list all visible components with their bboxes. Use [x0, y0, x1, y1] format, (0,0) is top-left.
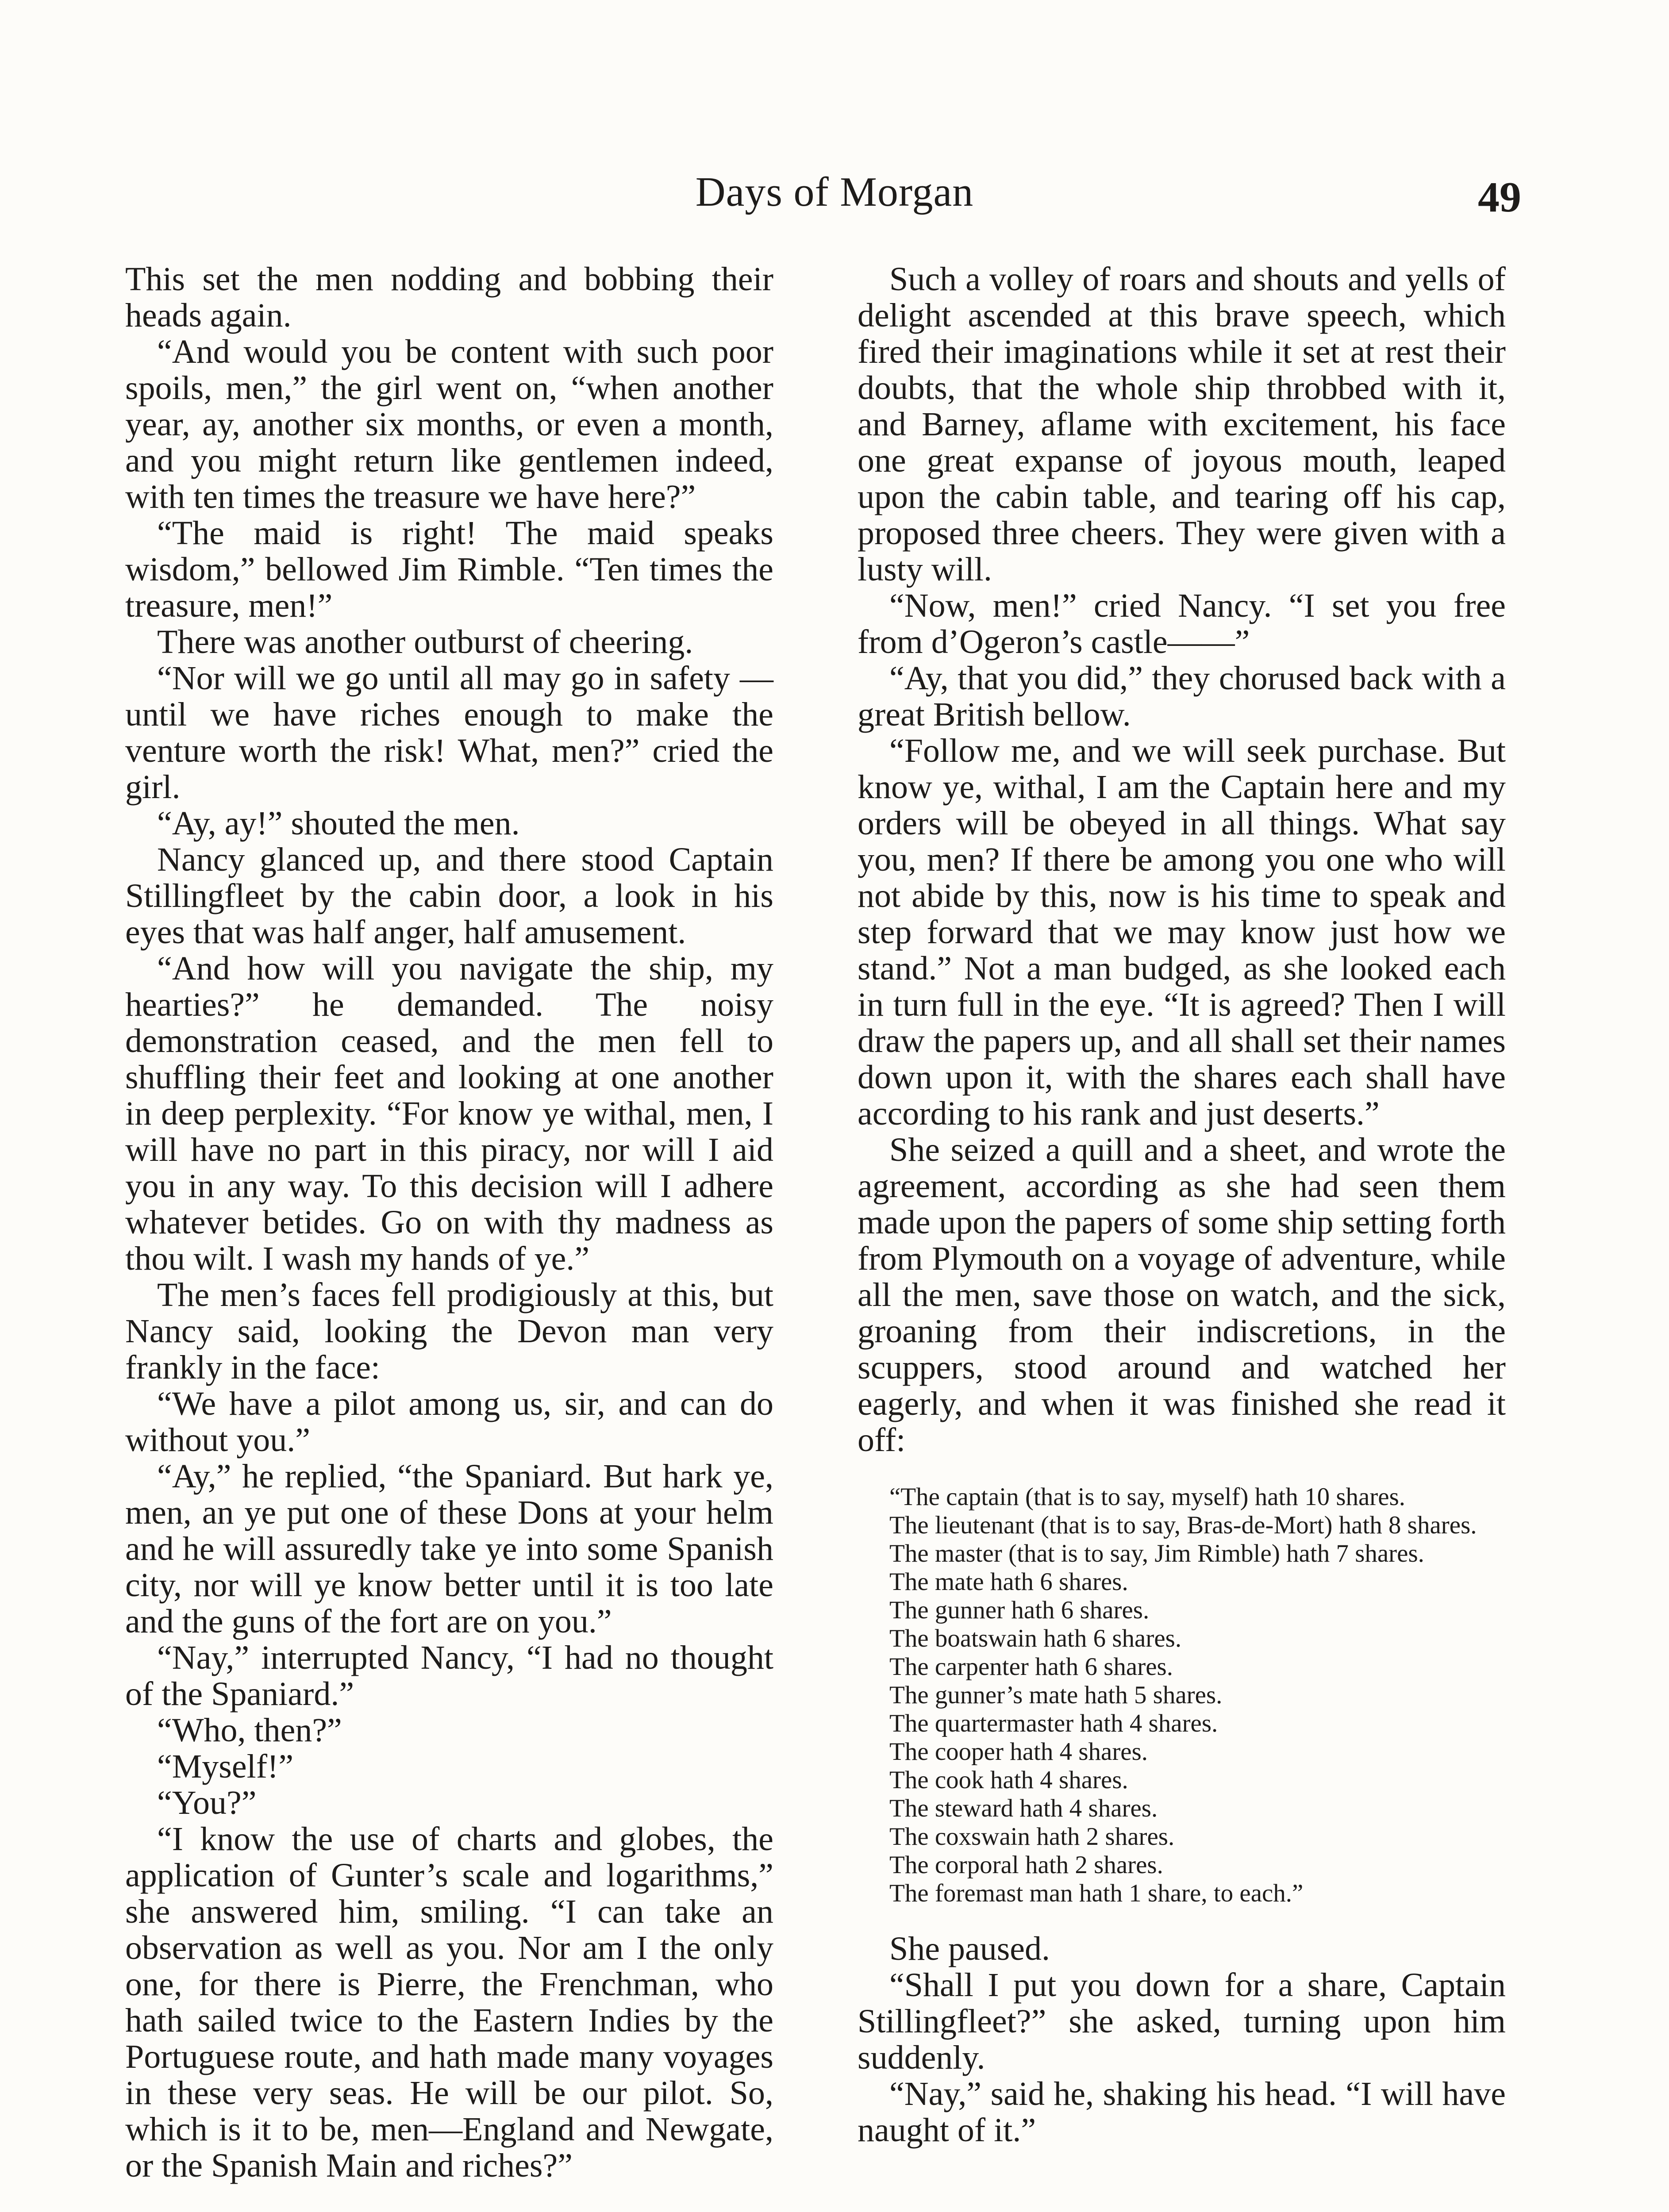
- paragraph: “You?”: [157, 1784, 257, 1821]
- agreement-line: “The captain (that is to say, myself) hath 10 shares.: [889, 1483, 1406, 1511]
- paragraph: “Ay, ay!” shouted the men.: [157, 805, 520, 842]
- agreement-line: The lieutenant (that is to say, Bras-de-Mort) hath 8 shares.: [889, 1511, 1477, 1539]
- paragraph: Such a volley of roars and shouts and yells of delight ascended at this brave speech, which fired their imaginations while it set at rest their doubts, that the whole ship throbbed with it, and Barney, aflame with excitement, his face one great expanse of joyous mouth, leaped upon the cabin table, and tearing off his cap, proposed three cheers. They were given with a lusty will.: [858, 261, 1506, 588]
- paragraph: There was another outburst of cheering.: [157, 623, 693, 661]
- agreement-line: The carpenter hath 6 shares.: [889, 1653, 1173, 1681]
- paragraph: “The maid is right! The maid speaks wisdom,” bellowed Jim Rimble. “Ten times the treasure, men!”: [125, 515, 773, 624]
- page-number: 49: [1478, 173, 1521, 221]
- agreement-line: The boatswain hath 6 shares.: [889, 1624, 1182, 1652]
- agreement-line: The corporal hath 2 shares.: [889, 1851, 1163, 1879]
- paragraph: Nancy glanced up, and there stood Captain Stillingfleet by the cabin door, a look in his eyes that was half anger, half amusement.: [125, 841, 773, 951]
- paragraph: “Follow me, and we will seek purchase. But know ye, withal, I am the Captain here and my orders will be obeyed in all things. What say you, men? If there be among you one who will not abide by this, now is his time to speak and step forward that we may know just how we stand.” Not a man budged, as she looked each in turn full in the eye. “It is agreed? Then I will draw the papers up, and all shall set their names down upon it, with the shares each shall have according to his rank and just deserts.”: [858, 732, 1506, 1132]
- paragraph: “Nay,” interrupted Nancy, “I had no thought of the Spaniard.”: [125, 1639, 773, 1713]
- agreement-line: The steward hath 4 shares.: [889, 1794, 1158, 1822]
- paragraph: “Ay,” he replied, “the Spaniard. But hark ye, men, an ye put one of these Dons at your helm and he will assuredly take ye into some Spanish city, nor will ye know better until it is too late and the guns of the fort are on you.”: [125, 1458, 773, 1640]
- paragraph: “Who, then?”: [157, 1712, 342, 1749]
- paragraph: “And how will you navigate the ship, my hearties?” he demanded. The noisy demonstration ceased, and the men fell to shuffling their feet and looking at one another in deep perplexity. “For know ye withal, men, I will have no part in this piracy, nor will I aid you in any way. To this decision will I adhere whatever betides. Go on with thy madness as thou wilt. I wash my hands of ye.”: [125, 950, 773, 1277]
- agreement-line: The quartermaster hath 4 shares.: [889, 1709, 1218, 1737]
- running-head: [0, 168, 1669, 221]
- running-title: Days of Morgan: [695, 169, 974, 215]
- agreement-line: The mate hath 6 shares.: [889, 1568, 1128, 1596]
- paragraph: “Myself!”: [157, 1748, 294, 1785]
- paragraph: “Nay,” said he, shaking his head. “I will have naught of it.”: [858, 2075, 1506, 2149]
- paragraph: “Now, men!” cried Nancy. “I set you free from d’Ogeron’s castle——”: [858, 587, 1506, 661]
- paragraph: This set the men nodding and bobbing their heads again.: [125, 261, 773, 334]
- paragraph: “Shall I put you down for a share, Captain Stillingfleet?” she asked, turning upon him suddenly.: [858, 1966, 1506, 2076]
- paragraph: “Nor will we go until all may go in safety —until we have riches enough to make the venture worth the risk! What, men?” cried the girl.: [125, 660, 773, 806]
- paragraph: She paused.: [889, 1930, 1050, 1967]
- agreement-line: The cook hath 4 shares.: [889, 1766, 1128, 1794]
- paragraph: “We have a pilot among us, sir, and can do without you.”: [125, 1385, 773, 1459]
- agreement-line: The foremast man hath 1 share, to each.”: [889, 1879, 1304, 1907]
- paragraph: The men’s faces fell prodigiously at this, but Nancy said, looking the Devon man very frankly in the face:: [125, 1276, 773, 1386]
- paragraph: She seized a quill and a sheet, and wrote the agreement, according as she had seen them made upon the papers of some ship setting forth from Plymouth on a voyage of adventure, while all the men, save those on watch, and the sick, groaning from their indiscretions, in the scuppers, stood around and watched her eagerly, and when it was finished she read it off:: [858, 1131, 1506, 1459]
- agreement-line: The coxswain hath 2 shares.: [889, 1823, 1175, 1851]
- paragraph: “Ay, that you did,” they chorused back with a great British bellow.: [858, 660, 1506, 733]
- agreement-line: The cooper hath 4 shares.: [889, 1738, 1148, 1766]
- paragraph: “I know the use of charts and globes, the application of Gunter’s scale and logarithms,” she answered him, smiling. “I can take an observation as well as you. Nor am I the only one, for there is Pierre, the Frenchman, who hath sailed twice to the Eastern Indies by the Portuguese route, and hath made many voyages in these very seas. He will be our pilot. So, which is it to be, men—England and Newgate, or the Spanish Main and riches?”: [125, 1820, 773, 2184]
- agreement-line: The gunner’s mate hath 5 shares.: [889, 1681, 1223, 1709]
- right-column: [858, 261, 1506, 2148]
- share-agreement: [858, 1483, 1506, 1908]
- agreement-line: The master (that is to say, Jim Rimble) hath 7 shares.: [889, 1540, 1424, 1567]
- left-column: [125, 261, 773, 2184]
- paragraph: “And would you be content with such poor spoils, men,” the girl went on, “when another year, ay, another six months, or even a month, and you might return like gentlemen indeed, with ten times the treasure we have here?”: [125, 333, 773, 515]
- agreement-line: The gunner hath 6 shares.: [889, 1596, 1150, 1624]
